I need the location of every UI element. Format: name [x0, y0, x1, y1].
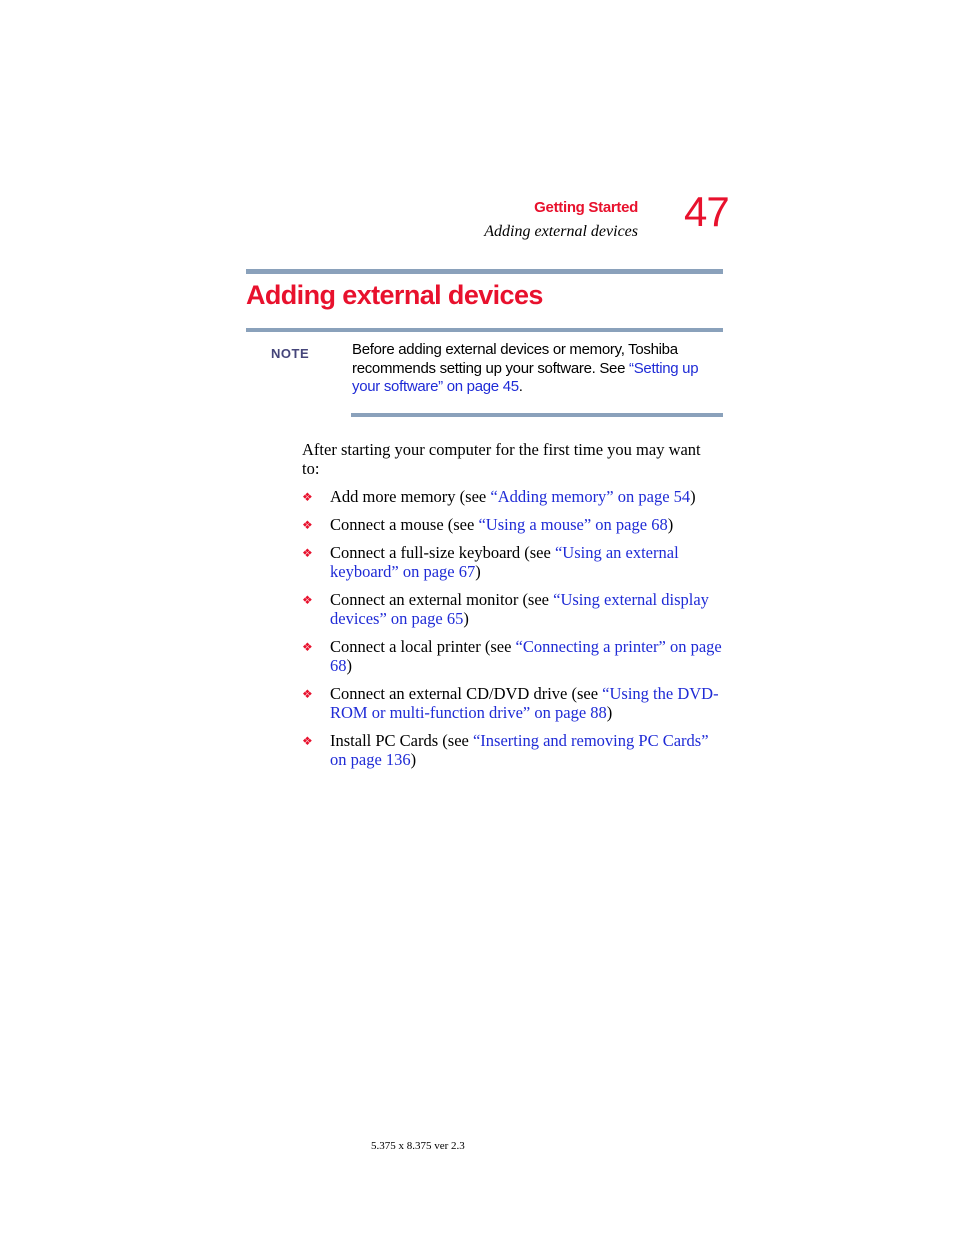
list-item-after: ): [346, 656, 352, 675]
note-text: [352, 341, 720, 397]
bullet-icon: ❖: [302, 518, 313, 532]
list-item-link[interactable]: “Adding memory” on page 54: [490, 487, 691, 506]
list-item-after: ): [690, 487, 696, 506]
list-item-link[interactable]: “Inserting and removing PC Cards” on page 136: [330, 731, 709, 769]
list-item-text: Connect an external CD/DVD drive (see: [330, 684, 603, 703]
list-item-text: Connect an external monitor (see: [330, 590, 554, 609]
title-rule: [246, 328, 723, 332]
list-item: [302, 684, 727, 722]
list-item-text: Install PC Cards (see: [330, 731, 473, 750]
device-list: [302, 487, 727, 778]
list-item-after: ): [475, 562, 481, 581]
list-item: [302, 487, 727, 506]
bullet-icon: ❖: [302, 490, 313, 504]
bullet-icon: ❖: [302, 546, 313, 560]
list-item-text: Connect a local printer (see: [330, 637, 516, 656]
bullet-icon: ❖: [302, 640, 313, 654]
list-item-link[interactable]: “Using external display devices” on page 65: [330, 590, 709, 628]
intro-paragraph: After starting your computer for the first time you may want to:: [302, 440, 701, 478]
bullet-icon: ❖: [302, 593, 313, 607]
running-header-chapter: Getting Started: [534, 199, 638, 216]
note-text-before: Before adding external devices or memory, Toshiba recommends setting up your software. See: [352, 341, 678, 377]
list-item-text: Connect a mouse (see: [330, 515, 479, 534]
top-rule: [246, 269, 723, 274]
list-item-after: ): [606, 703, 613, 722]
list-item-text: Add more memory (see: [330, 487, 491, 506]
bullet-icon: ❖: [302, 687, 313, 701]
page-title: Adding external devices: [246, 280, 543, 310]
page-number: 47: [684, 188, 729, 235]
list-item: [302, 637, 727, 675]
note-text-after: .: [518, 378, 523, 395]
list-item-text: Connect a full-size keyboard (see: [330, 543, 555, 562]
list-item-after: ): [410, 750, 417, 769]
note-rule: [351, 413, 723, 417]
list-item-after: ): [463, 609, 469, 628]
list-item: [302, 731, 727, 769]
list-item: [302, 515, 727, 534]
note-label: NOTE: [271, 346, 310, 361]
note-link[interactable]: “Setting up your software” on page 45: [352, 359, 699, 395]
list-item-link[interactable]: “Using the DVD-ROM or multi-function drive” on page 88: [330, 684, 719, 722]
list-item-after: ): [667, 515, 674, 534]
bullet-icon: ❖: [302, 734, 313, 748]
page-footer: 5.375 x 8.375 ver 2.3: [371, 1140, 465, 1152]
running-header-section: Adding external devices: [484, 223, 638, 240]
list-item-link[interactable]: “Using a mouse” on page 68: [478, 515, 668, 534]
list-item-link[interactable]: “Using an external keyboard” on page 67: [330, 543, 679, 581]
list-item: [302, 543, 727, 581]
list-item: [302, 590, 727, 628]
list-item-link[interactable]: “Connecting a printer” on page 68: [330, 637, 722, 675]
